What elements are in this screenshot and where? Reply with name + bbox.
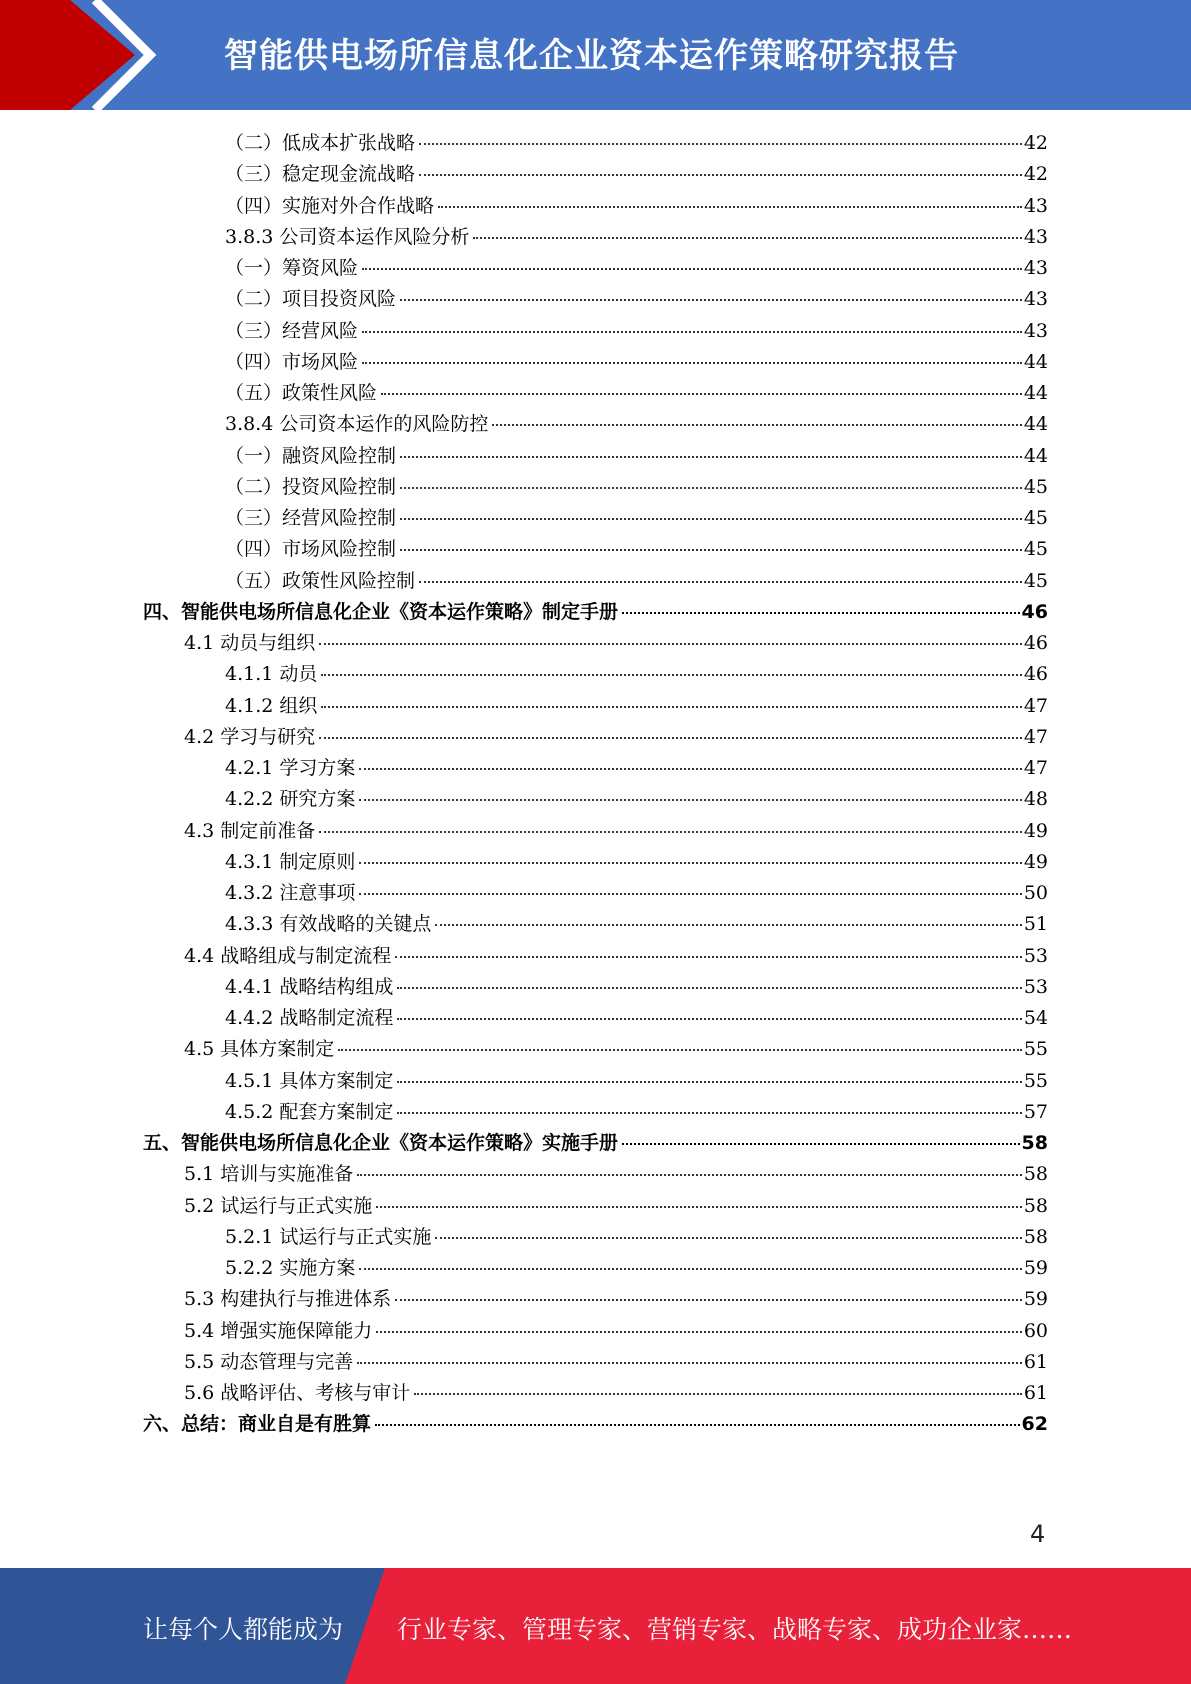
toc-entry[interactable] (225, 1097, 1048, 1128)
toc-entry-page: 46 (1023, 632, 1048, 654)
toc-leader-dots (400, 456, 1022, 458)
toc-entry[interactable] (184, 1316, 1048, 1347)
toc-leader-dots (397, 987, 1021, 989)
toc-leader-dots (359, 893, 1021, 895)
toc-entry[interactable] (225, 659, 1048, 690)
toc-entry-label: 4.2.2 研究方案 (225, 788, 356, 811)
toc-entry[interactable] (225, 503, 1048, 534)
toc-entry-label: 四、智能供电场所信息化企业《资本运作策略》制定手册 (143, 600, 619, 623)
toc-entry-page: 43 (1023, 225, 1048, 248)
toc-entry-label: （一）筹资风险 (225, 257, 359, 279)
toc-entry-label: 4.5.2 配套方案制定 (225, 1100, 394, 1123)
toc-entry-page: 43 (1023, 194, 1048, 217)
toc-entry-label: 4.5.1 具体方案制定 (225, 1069, 394, 1092)
toc-entry-page: 45 (1023, 538, 1048, 561)
toc-entry[interactable] (184, 628, 1048, 659)
toc-leader-dots (419, 174, 1022, 176)
toc-entry-label: 5.3 构建执行与推进体系 (184, 1288, 392, 1311)
toc-entry-label: 4.1.2 组织 (225, 694, 318, 717)
toc-entry-label: 六、总结：商业自是有胜算 (143, 1413, 372, 1436)
toc-entry-label: （五）政策性风险控制 (225, 569, 416, 592)
toc-leader-dots (400, 299, 1022, 301)
toc-entry-page: 58 (1023, 1225, 1048, 1248)
footer-slogan-right: 行业专家、管理专家、营销专家、战略专家、成功企业家…… (397, 1615, 1073, 1644)
toc-entry[interactable] (225, 534, 1048, 565)
toc-entry-label: （二）低成本扩张战略 (225, 132, 416, 154)
toc-entry-page: 55 (1023, 1038, 1048, 1061)
toc-entry-page: 44 (1023, 413, 1048, 436)
toc-entry-page: 51 (1023, 913, 1048, 936)
toc-entry-page: 53 (1023, 975, 1048, 998)
toc-entry-page: 49 (1023, 819, 1048, 842)
toc-entry-label: （三）经营风险控制 (225, 507, 397, 529)
toc-entry-page: 47 (1023, 694, 1048, 717)
toc-leader-dots (359, 768, 1021, 770)
toc-leader-dots (395, 956, 1022, 958)
toc-entry[interactable] (225, 1253, 1048, 1284)
toc-entry-label: 4.2 学习与研究 (184, 725, 316, 748)
toc-entry[interactable] (225, 409, 1048, 440)
toc-entry-page: 42 (1023, 132, 1048, 154)
toc-entry-page: 48 (1023, 788, 1048, 811)
toc-entry-label: 4.3 制定前准备 (184, 819, 316, 842)
toc-entry-label: （四）市场风险控制 (225, 538, 397, 561)
page-header (0, 0, 1191, 110)
toc-leader-dots (321, 674, 1021, 676)
toc-entry-page: 42 (1023, 163, 1048, 186)
toc-entry-label: （二）项目投资风险 (225, 288, 397, 311)
toc-leader-dots (435, 1237, 1021, 1239)
toc-entry-page: 44 (1023, 382, 1048, 404)
toc-entry-page: 61 (1023, 1350, 1048, 1373)
toc-leader-dots (622, 1143, 1020, 1145)
toc-entry-label: 5.5 动态管理与完善 (184, 1350, 354, 1373)
toc-entry[interactable] (225, 1222, 1048, 1253)
footer-slogan-left: 让每个人都能成为 (143, 1615, 344, 1644)
toc-leader-dots (419, 143, 1022, 145)
toc-leader-dots (400, 487, 1022, 489)
toc-entry[interactable] (225, 972, 1048, 1003)
toc-entry-page: 55 (1023, 1069, 1048, 1092)
toc-leader-dots (376, 1206, 1022, 1208)
toc-leader-dots (359, 799, 1021, 801)
toc-entry-label: 五、智能供电场所信息化企业《资本运作策略》实施手册 (143, 1132, 619, 1154)
toc-entry-page: 59 (1023, 1257, 1048, 1279)
toc-entry[interactable] (184, 816, 1048, 847)
toc-entry-page: 54 (1023, 1007, 1048, 1029)
toc-entry[interactable] (225, 1066, 1048, 1097)
toc-entry-label: （二）投资风险控制 (225, 475, 397, 498)
toc-leader-dots (492, 424, 1021, 426)
toc-entry[interactable] (184, 1191, 1048, 1222)
page-number: 4 (1030, 1520, 1046, 1548)
toc-leader-dots (435, 924, 1021, 926)
toc-leader-dots (357, 1174, 1022, 1176)
toc-leader-dots (319, 643, 1022, 645)
toc-entry-page: 45 (1023, 475, 1048, 498)
toc-entry-page: 46 (1021, 600, 1048, 623)
toc-leader-dots (362, 362, 1022, 364)
toc-entry-page: 43 (1023, 288, 1048, 311)
toc-entry[interactable] (225, 753, 1048, 784)
toc-entry-page: 57 (1023, 1100, 1048, 1123)
toc-entry[interactable] (225, 347, 1048, 378)
toc-entry-page: 49 (1023, 850, 1048, 873)
toc-entry[interactable] (184, 941, 1048, 972)
toc-leader-dots (397, 1081, 1021, 1083)
toc-entry-label: （三）经营风险 (225, 319, 359, 342)
toc-entry[interactable] (225, 784, 1048, 815)
toc-entry-page: 59 (1023, 1288, 1048, 1311)
toc-entry[interactable] (184, 1284, 1048, 1315)
toc-entry-page: 58 (1023, 1194, 1048, 1217)
toc-entry-label: （五）政策性风险 (225, 382, 378, 404)
toc-entry[interactable] (184, 1347, 1048, 1378)
toc-entry-page: 61 (1023, 1382, 1048, 1404)
toc-leader-dots (357, 1362, 1022, 1364)
toc-leader-dots (473, 237, 1021, 239)
toc-entry-label: （四）实施对外合作战略 (225, 194, 435, 217)
toc-entry[interactable] (225, 847, 1048, 878)
toc-entry[interactable] (225, 691, 1048, 722)
toc-entry[interactable] (184, 1159, 1048, 1190)
toc-entry-label: 4.4 战略组成与制定流程 (184, 944, 392, 967)
toc-leader-dots (321, 706, 1021, 708)
toc-entry[interactable] (225, 1003, 1048, 1034)
toc-entry[interactable] (225, 159, 1048, 190)
toc-entry[interactable] (184, 1034, 1048, 1065)
toc-leader-dots (359, 862, 1021, 864)
toc-entry-label: 5.1 培训与实施准备 (184, 1163, 354, 1186)
toc-entry-page: 60 (1023, 1319, 1048, 1342)
toc-leader-dots (376, 1331, 1022, 1333)
toc-leader-dots (400, 518, 1022, 520)
toc-leader-dots (362, 331, 1022, 333)
toc-entry[interactable] (225, 441, 1048, 472)
toc-entry-label: （四）市场风险 (225, 350, 359, 373)
toc-entry[interactable] (225, 566, 1048, 597)
toc-entry-page: 47 (1023, 725, 1048, 748)
toc-leader-dots (338, 1049, 1022, 1051)
toc-leader-dots (395, 1299, 1022, 1301)
toc-entry-label: 4.3.2 注意事项 (225, 882, 356, 904)
toc-entry-label: 5.6 战略评估、考核与审计 (184, 1382, 411, 1404)
toc-leader-dots (419, 581, 1022, 583)
toc-entry[interactable] (225, 472, 1048, 503)
toc-entry[interactable] (225, 128, 1048, 159)
toc-entry-page: 47 (1023, 757, 1048, 779)
toc-entry[interactable] (184, 1378, 1048, 1409)
toc-entry[interactable] (225, 878, 1048, 909)
toc-leader-dots (438, 206, 1022, 208)
toc-leader-dots (319, 737, 1022, 739)
toc-entry-page: 62 (1021, 1413, 1048, 1436)
toc-entry-page: 44 (1023, 444, 1048, 467)
toc-entry-label: 3.8.3 公司资本运作风险分析 (225, 225, 470, 248)
toc-entry-label: 4.3.3 有效战略的关键点 (225, 913, 432, 936)
toc-leader-dots (359, 1268, 1021, 1270)
toc-entry[interactable] (225, 222, 1048, 253)
toc-leader-dots (381, 393, 1022, 395)
toc-entry-page: 58 (1021, 1132, 1048, 1154)
toc-leader-dots (319, 831, 1022, 833)
toc-entry-label: 5.2.1 试运行与正式实施 (225, 1225, 432, 1248)
toc-entry-label: 3.8.4 公司资本运作的风险防控 (225, 413, 489, 436)
toc-leader-dots (397, 1018, 1021, 1020)
toc-entry-page: 45 (1023, 507, 1048, 529)
toc-entry-page: 50 (1023, 882, 1048, 904)
toc-entry[interactable] (225, 253, 1048, 284)
toc-entry-page: 53 (1023, 944, 1048, 967)
toc-leader-dots (622, 612, 1020, 614)
toc-leader-dots (400, 549, 1022, 551)
toc-entry[interactable] (143, 1128, 1048, 1159)
toc-leader-dots (362, 268, 1022, 270)
toc-entry-label: 5.4 增强实施保障能力 (184, 1319, 373, 1342)
toc-entry-label: 5.2.2 实施方案 (225, 1257, 356, 1279)
toc-leader-dots (397, 1112, 1021, 1114)
toc-entry-label: 4.3.1 制定原则 (225, 850, 356, 873)
toc-entry-page: 46 (1023, 663, 1048, 686)
toc-entry[interactable] (184, 722, 1048, 753)
toc-leader-dots (375, 1424, 1020, 1426)
toc-leader-dots (414, 1393, 1022, 1395)
toc-entry-page: 43 (1023, 257, 1048, 279)
toc-entry-label: 4.2.1 学习方案 (225, 757, 356, 779)
toc-entry-page: 44 (1023, 350, 1048, 373)
page-footer (0, 1568, 1191, 1684)
toc-entry[interactable] (225, 378, 1048, 409)
toc-entry-label: 4.1 动员与组织 (184, 632, 316, 654)
toc-entry-page: 58 (1023, 1163, 1048, 1186)
toc-entry[interactable] (143, 597, 1048, 628)
toc-entry-page: 45 (1023, 569, 1048, 592)
toc-entry[interactable] (225, 316, 1048, 347)
toc-entry-label: 4.1.1 动员 (225, 663, 318, 686)
toc-entry[interactable] (143, 1409, 1048, 1440)
toc-entry-label: 4.4.2 战略制定流程 (225, 1007, 394, 1029)
toc-entry[interactable] (225, 284, 1048, 315)
toc-entry-page: 43 (1023, 319, 1048, 342)
toc-entry-label: （三）稳定现金流战略 (225, 163, 416, 186)
toc-entry-label: 4.5 具体方案制定 (184, 1038, 335, 1061)
toc-entry-label: （一）融资风险控制 (225, 444, 397, 467)
document-title: 智能供电场所信息化企业资本运作策略研究报告 (224, 36, 959, 76)
toc-entry-label: 4.4.1 战略结构组成 (225, 975, 394, 998)
toc-entry[interactable] (225, 909, 1048, 940)
toc-entry[interactable] (225, 191, 1048, 222)
toc-entry-label: 5.2 试运行与正式实施 (184, 1194, 373, 1217)
